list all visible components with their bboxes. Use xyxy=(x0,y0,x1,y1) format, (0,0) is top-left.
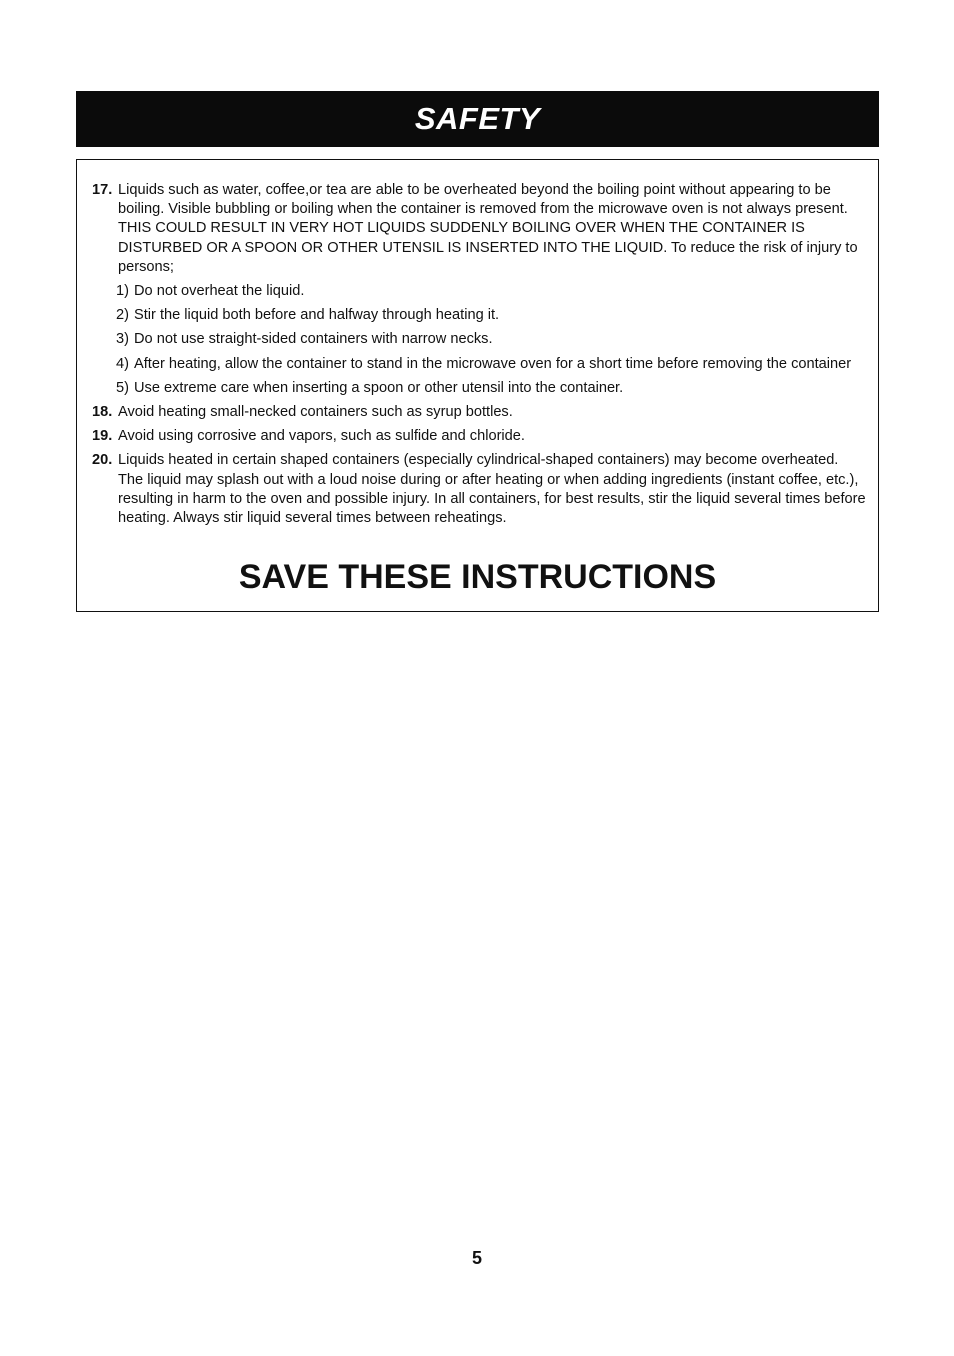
sub-item-5 xyxy=(116,379,867,398)
instruction-item-20 xyxy=(92,451,867,528)
sub-item-text: Do not overheat the liquid. xyxy=(134,283,305,300)
safety-instructions-box xyxy=(76,159,879,612)
item-text: Liquids such as water, coffee,or tea are able to be overheated beyond the boiling point without appearing to be boiling. Visible bubbling or boiling when the container is removed from the microwave oven is not always present. THIS COULD RESULT IN VERY HOT LIQUIDS SUDDENLY BOILING OVER WHEN THE CONTAINER IS DISTURBED OR A SPOON OR OTHER UTENSIL IS INSERTED INTO THE LIQUID. To reduce the risk of injury to persons; xyxy=(118,182,858,275)
sub-item-text: Stir the liquid both before and halfway through heating it. xyxy=(134,307,500,324)
sub-item-text: Use extreme care when inserting a spoon or other utensil into the container. xyxy=(134,379,624,396)
sub-item-number: 3) xyxy=(116,331,129,348)
instructions-list xyxy=(92,181,867,533)
sub-item-number: 2) xyxy=(116,307,129,324)
instruction-item-18 xyxy=(92,403,867,422)
sub-item-number: 5) xyxy=(116,379,129,396)
item-number: 19. xyxy=(92,428,113,445)
sub-item-number: 4) xyxy=(116,355,129,372)
instruction-item-17 xyxy=(92,181,867,277)
instruction-item-19 xyxy=(92,427,867,446)
sub-item-text: Do not use straight-sided containers with narrow necks. xyxy=(134,331,493,348)
section-title: SAFETY xyxy=(414,101,541,136)
sub-item-1 xyxy=(116,282,867,301)
sub-item-4 xyxy=(116,355,867,374)
page-number: 5 xyxy=(471,1248,482,1268)
sub-item-2 xyxy=(116,306,867,325)
item-number: 20. xyxy=(92,452,113,469)
item-text: Avoid heating small-necked containers such as syrup bottles. xyxy=(118,404,513,421)
item-text: Avoid using corrosive and vapors, such as sulfide and chloride. xyxy=(118,428,525,445)
item-text: Liquids heated in certain shaped containers (especially cylindrical-shaped containers) may become overheated. The liquid may splash out with a loud noise during or after heating or when adding ingredients (instant coffee, etc.), resulting in harm to the oven and possible injury. In all containers, for best results, stir the liquid several times before heating. Always stir liquid several times between reheatings. xyxy=(118,452,866,527)
item-number: 18. xyxy=(92,404,113,421)
section-header-banner xyxy=(76,91,879,147)
item-number: 17. xyxy=(92,182,113,198)
sub-item-number: 1) xyxy=(116,283,129,300)
sub-item-text: After heating, allow the container to stand in the microwave oven for a short time before removing the container xyxy=(134,355,852,372)
sub-item-3 xyxy=(116,330,867,349)
save-instructions-heading: SAVE THESE INSTRUCTIONS xyxy=(238,558,717,596)
